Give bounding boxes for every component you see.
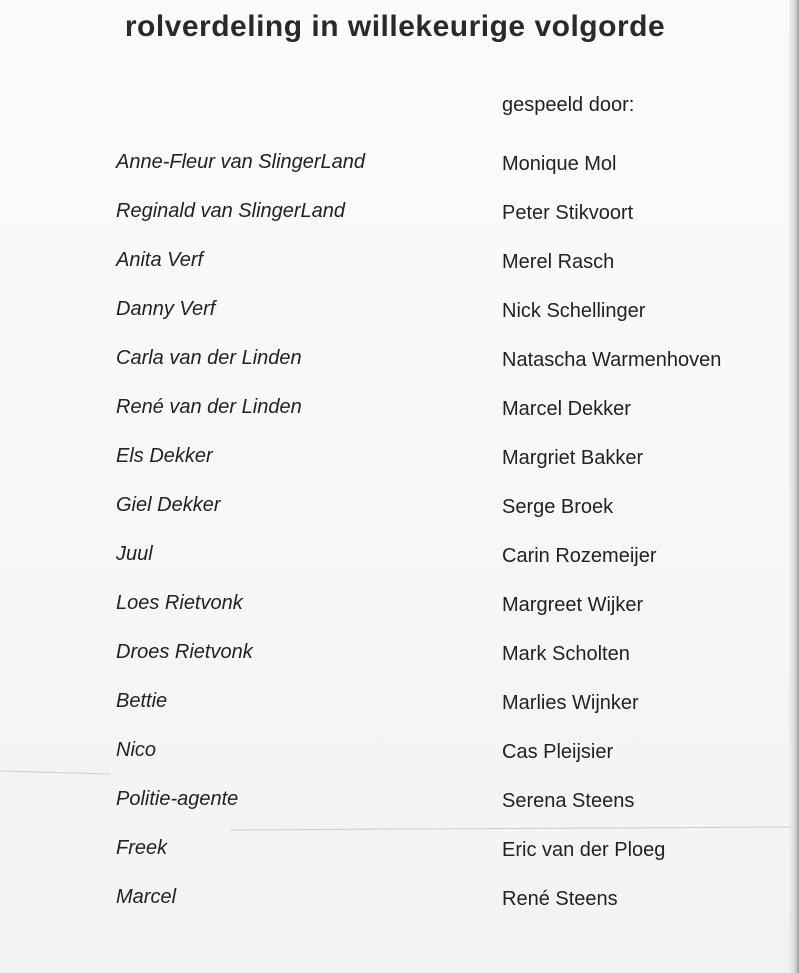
cast-row (0, 247, 790, 296)
page-edge-shadow (789, 0, 799, 973)
role-name: Anita Verf (116, 249, 204, 271)
actor-name: Merel Rasch (502, 251, 615, 273)
role-name: René van der Linden (116, 396, 302, 418)
cast-row (0, 541, 790, 590)
actor-name: Mark Scholten (502, 643, 630, 665)
actor-name: Serena Steens (502, 790, 635, 812)
role-name: Politie-agente (116, 788, 239, 810)
actor-name: Cas Pleijsier (502, 741, 614, 763)
actor-name: Marlies Wijnker (502, 692, 639, 714)
cast-row (0, 688, 790, 737)
cast-row (0, 198, 790, 247)
role-name: Loes Rietvonk (116, 592, 243, 614)
actor-name: Eric van der Ploeg (502, 839, 666, 861)
role-name: Nico (116, 739, 157, 761)
played-by-header: gespeeld door: (502, 94, 635, 116)
actor-name: Carin Rozemeijer (502, 545, 657, 567)
role-name: Freek (116, 837, 168, 859)
role-name: Els Dekker (116, 445, 213, 467)
cast-row (0, 296, 790, 345)
actor-name: René Steens (502, 888, 618, 910)
actor-name: Natascha Warmenhoven (502, 349, 722, 371)
actor-name: Margreet Wijker (502, 594, 644, 616)
cast-row (0, 345, 790, 394)
actor-name: Serge Broek (502, 496, 614, 518)
cast-row (0, 639, 790, 688)
role-name: Droes Rietvonk (116, 641, 253, 663)
actor-name: Margriet Bakker (502, 447, 644, 469)
cast-row (0, 492, 790, 541)
cast-row (0, 737, 790, 786)
role-name: Giel Dekker (116, 494, 221, 516)
role-name: Carla van der Linden (116, 347, 302, 369)
cast-row (0, 149, 790, 198)
role-name: Anne-Fleur van SlingerLand (116, 151, 366, 173)
cast-row (0, 884, 790, 933)
role-name: Bettie (116, 690, 168, 712)
role-name: Marcel (116, 886, 177, 908)
cast-row (0, 394, 790, 443)
actor-name: Monique Mol (502, 153, 617, 175)
actor-name: Peter Stikvoort (502, 202, 634, 224)
cast-row (0, 835, 790, 884)
role-name: Danny Verf (116, 298, 216, 320)
role-name: Juul (116, 543, 153, 565)
role-name: Reginald van SlingerLand (116, 200, 346, 222)
actor-name: Nick Schellinger (502, 300, 646, 322)
cast-row (0, 590, 790, 639)
cast-list (0, 149, 790, 933)
cast-row (0, 443, 790, 492)
actor-name: Marcel Dekker (502, 398, 631, 420)
page-title: rolverdeling in willekeurige volgorde (124, 10, 666, 43)
